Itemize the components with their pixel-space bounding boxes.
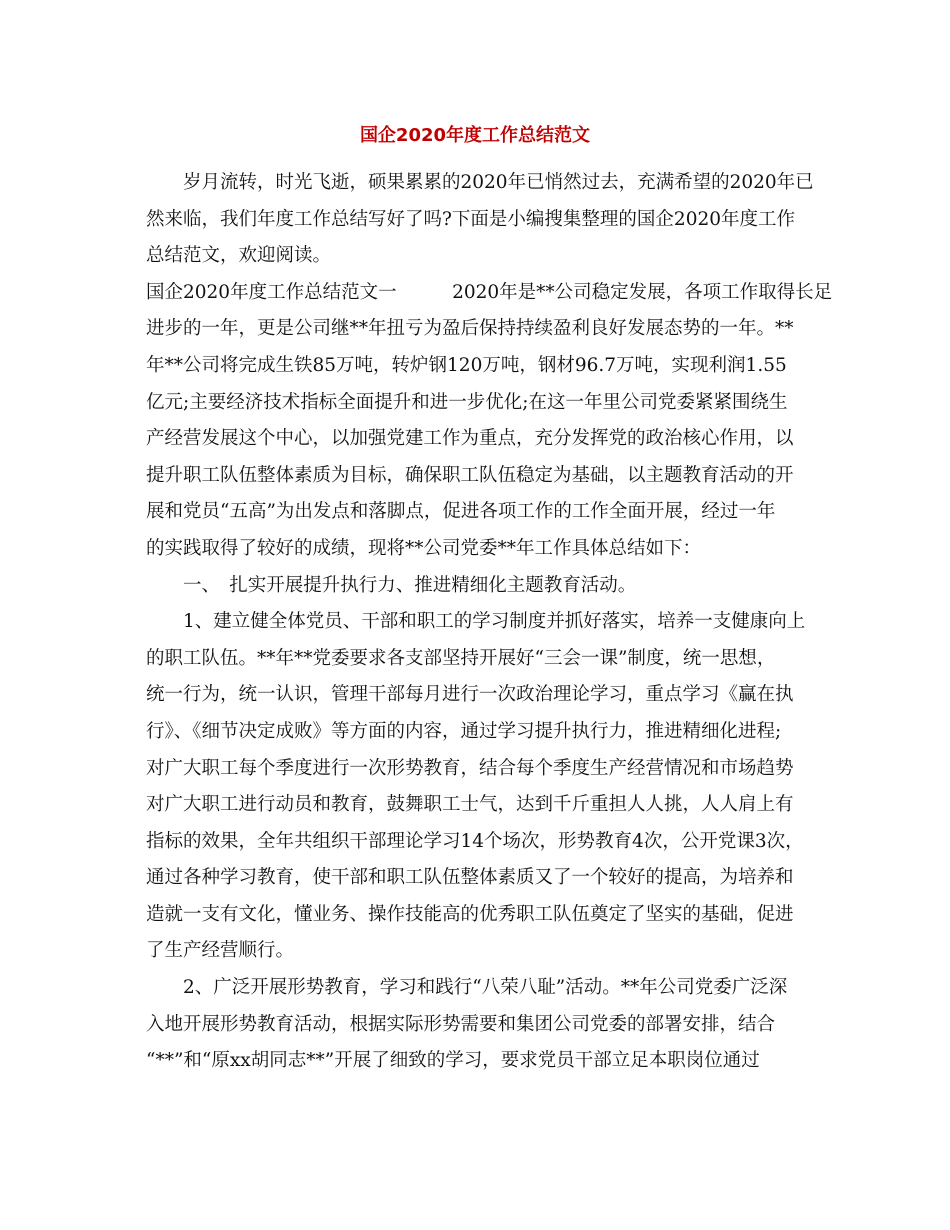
text-line: 亿元;主要经济技术指标全面提升和进一步优化;在这一年里公司党委紧紧围绕生 bbox=[146, 391, 788, 413]
text-line: 年**公司将完成生铁85万吨，转炉钢120万吨，钢材96.7万吨，实现利润1.55 bbox=[146, 354, 787, 376]
text-line: 的实践取得了较好的成绩，现将**公司党委**年工作具体总结如下： bbox=[146, 537, 702, 559]
text-line: 统一行为，统一认识，管理干部每月进行一次政治理论学习，重点学习《赢在执 bbox=[146, 684, 794, 706]
document-body bbox=[146, 165, 833, 1080]
text-line: “**”和“原xx胡同志**”开展了细致的学习，要求党员干部立足本职岗位通过 bbox=[146, 1050, 760, 1072]
text-line: 2、广泛开展形势教育，学习和践行“八荣八耻”活动。**年公司党委广泛深 bbox=[183, 977, 788, 999]
text-line: 进步的一年，更是公司继**年扭亏为盈后保持持续盈利良好发展态势的一年。** bbox=[146, 318, 794, 340]
text-line: 对广大职工进行动员和教育，鼓舞职工士气，达到千斤重担人人挑，人人肩上有 bbox=[146, 794, 794, 816]
text-line: 通过各种学习教育，使干部和职工队伍整体素质又了一个较好的提高，为培养和 bbox=[146, 867, 794, 889]
text-line: 了生产经营顺行。 bbox=[146, 940, 295, 962]
text-line: 对广大职工每个季度进行一次形势教育，结合每个季度生产经营情况和市场趋势 bbox=[146, 757, 794, 779]
text-line: 指标的效果，全年共组织干部理论学习14个场次，形势教育4次，公开党课3次， bbox=[146, 830, 804, 852]
text-line: 总结范文，欢迎阅读。 bbox=[146, 245, 332, 267]
text-line: 国企2020年度工作总结范文一 2020年是**公司稳定发展，各项工作取得长足 bbox=[146, 281, 833, 303]
text-line: 行》、《细节决定成败》等方面的内容，通过学习提升执行力，推进精细化进程; bbox=[146, 720, 782, 742]
text-line: 1、建立健全体党员、干部和职工的学习制度并抓好落实，培养一支健康向上 bbox=[183, 611, 806, 633]
text-line: 展和党员“五高”为出发点和落脚点，促进各项工作的工作全面开展，经过一年 bbox=[146, 501, 776, 523]
document-title: 国企2020年度工作总结范文 bbox=[359, 125, 591, 146]
text-line: 然来临，我们年度工作总结写好了吗?下面是小编搜集整理的国企2020年度工作 bbox=[146, 208, 796, 230]
text-line: 入地开展形势教育活动，根据实际形势需要和集团公司党委的部署安排，结合 bbox=[146, 1013, 776, 1035]
text-line: 产经营发展这个中心，以加强党建工作为重点，充分发挥党的政治核心作用，以 bbox=[146, 428, 794, 450]
text-line: 造就一支有文化，懂业务、操作技能高的优秀职工队伍奠定了坚实的基础，促进 bbox=[146, 903, 794, 925]
text-line: 提升职工队伍整体素质为目标，确保职工队伍稳定为基础，以主题教育活动的开 bbox=[146, 464, 794, 486]
text-line: 一、 扎实开展提升执行力、推进精细化主题教育活动。 bbox=[183, 574, 637, 596]
text-line: 岁月流转，时光飞逝，硕果累累的2020年已悄然过去，充满希望的2020年已 bbox=[183, 172, 814, 193]
text-line: 的职工队伍。**年**党委要求各支部坚持开展好“三会一课”制度，统一思想， bbox=[146, 647, 776, 669]
